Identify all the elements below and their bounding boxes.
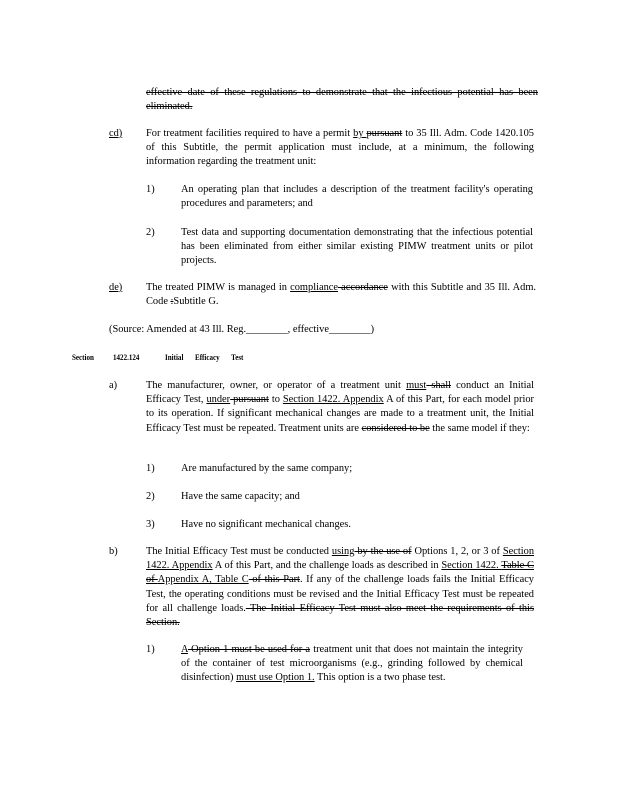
item-number: 3): [146, 519, 155, 530]
subsection-cd-text: For treatment facilities required to have a permit by pursuant to 35 Ill. Adm. Code 1420.105 of this Subtitle, the permit application must include, at a minimum, the following information regarding the treatment unit:: [146, 128, 534, 168]
subsection-b-text: The Initial Efficacy Test must be conducted using by the use of Options 1, 2, or 3 of Section 1422. Appendix A of this Part, and the challenge loads as described in Section 1422. Table C of Appendix A, Table C of this Part. If any of the challenge loads fails the Initial Efficacy Test, the operating conditions must be revised and the Initial Efficacy Test must be repeated for all challenge loads. The Initial Efficacy Test must also meet the requirements of this Section.: [146, 546, 535, 629]
subsection-label-b: b): [109, 546, 118, 557]
list-item: Have the same capacity; and: [181, 491, 300, 502]
list-item: Test data and supporting documentation demonstrating that the infectious potential has been eliminated from either similar existing PIMW treatment units or pilot projects.: [181, 227, 533, 267]
list-item: A Option 1 must be used for a treatment unit that does not maintain the integrity of the container of test microorganisms (e.g., grinding followed by chemical disinfection) must use Option 1. This option is a two phase test.: [181, 644, 524, 684]
deleted-text: effective date of these regulations to demonstrate that the infectious potential has been eliminated.: [146, 87, 538, 113]
blank-reg: ________: [246, 324, 288, 335]
subsection-label-a: a): [109, 380, 118, 391]
subsection-label-de: de): [109, 282, 123, 293]
blank-effective: ________: [329, 324, 371, 335]
item-number: 1): [146, 184, 155, 195]
item-number: 1): [146, 463, 155, 474]
source-note: (Source: Amended at 43 Ill. Reg.________, effective________): [109, 324, 375, 335]
list-item: Are manufactured by the same company;: [181, 463, 353, 474]
list-item: An operating plan that includes a description of the treatment facility's operating procedures and parameters; and: [181, 184, 533, 210]
struck-continuation: [146, 86, 538, 114]
subsection-a-text: The manufacturer, owner, or operator of a treatment unit must shall conduct an Initial Efficacy Test, under pursuant to Section 1422. Appendix A of this Part, for each model prior to its operation. If significant mechanical changes are made to a treatment unit, the Initial Efficacy Test must be repeated. Treatment units are considered to be the same model if they:: [146, 380, 534, 434]
item-number: 2): [146, 227, 155, 238]
subsection-label-cd: cd): [109, 128, 123, 139]
item-number: 2): [146, 491, 155, 502]
section-number: 1422.124: [113, 352, 140, 362]
section-word: Section: [72, 352, 94, 362]
subsection-de-text: The treated PIMW is managed in compliance accordance with this Subtitle and 35 Ill. Adm. Code :Subtitle G.: [146, 282, 536, 308]
item-number: 1): [146, 644, 155, 655]
list-item: Have no significant mechanical changes.: [181, 519, 351, 530]
section-title: Initial Efficacy Test: [165, 352, 244, 362]
